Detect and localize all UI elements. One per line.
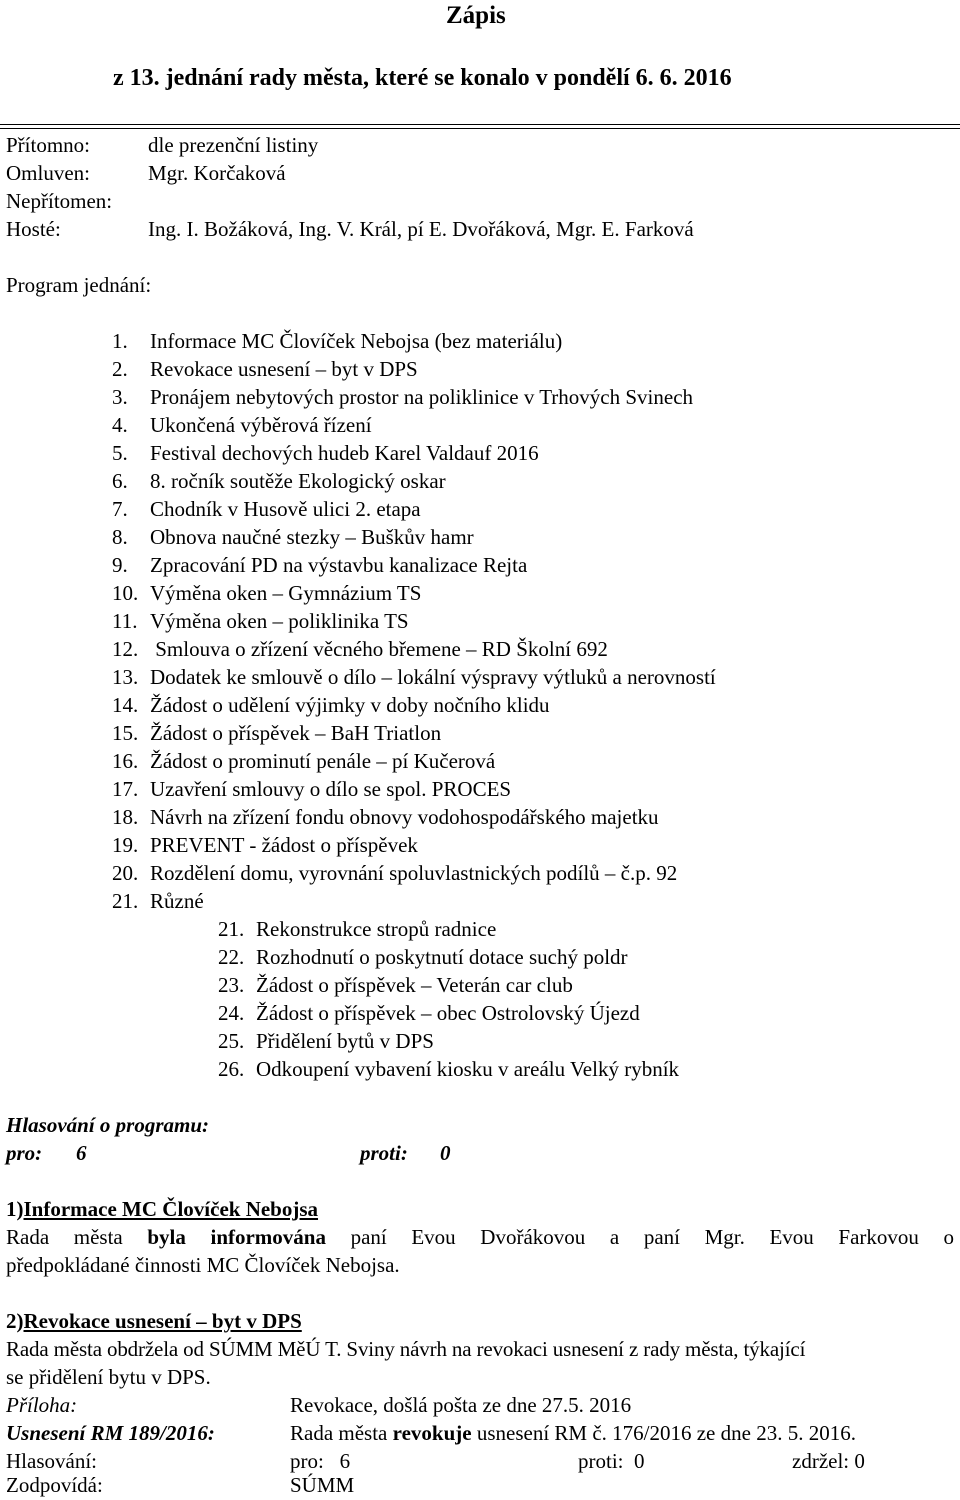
attendance-present-label: Přítomno: [6, 133, 91, 157]
responsible-value: SÚMM [290, 1473, 355, 1497]
section-2-line-2: se přidělení bytu v DPS. [6, 1365, 211, 1389]
section-2-number: 2) [6, 1309, 24, 1333]
program-item-text: PREVENT - žádost o příspěvek [150, 833, 418, 857]
program-item [112, 751, 495, 772]
program-item-text: Dodatek ke smlouvě o dílo – lokální výspravy výtluků a nerovností [150, 665, 716, 689]
resolution-text [290, 1423, 856, 1444]
word: města [73, 1225, 123, 1249]
attendance-excused-value: Mgr. Korčaková [148, 161, 286, 185]
program-item-text: Chodník v Husově ulici 2. etapa [150, 497, 421, 521]
word: paní [643, 1225, 680, 1249]
program-item-number: 8. [112, 525, 128, 549]
program-item [112, 499, 421, 520]
program-vote-pro-value: 6 [76, 1141, 87, 1165]
program-item-text: 8. ročník soutěže Ekologický oskar [150, 469, 446, 493]
document-subtitle: z 13. jednání rady města, které se konalo v pondělí 6. 6. 2016 [113, 65, 732, 91]
program-subitem-text: Rekonstrukce stropů radnice [256, 917, 497, 941]
program-item [112, 555, 527, 576]
program-item [112, 639, 608, 660]
word: Evou [769, 1225, 814, 1249]
program-subitem-text: Žádost o příspěvek – obec Ostrolovský Újezd [256, 1001, 640, 1025]
program-item [112, 695, 550, 716]
word: a [609, 1225, 620, 1249]
word: byla [147, 1225, 186, 1249]
word: Dvořákovou [480, 1225, 586, 1249]
program-item-number: 6. [112, 469, 128, 493]
attendance-guests-label: Hosté: [6, 217, 61, 241]
program-item-number: 17. [112, 777, 139, 801]
program-item-text: Informace MC Človíček Nebojsa (bez materiálu) [150, 329, 563, 353]
program-item-number: 11. [112, 609, 138, 633]
program-item-number: 13. [112, 665, 139, 689]
program-heading: Program jednání: [6, 273, 152, 297]
section-2-title: Revokace usnesení – byt v DPS [23, 1309, 302, 1333]
section-1-line-2: předpokládané činnosti MC Človíček Nebojsa. [6, 1253, 400, 1277]
section-2-heading [6, 1311, 302, 1332]
program-item-number: 5. [112, 441, 128, 465]
word: Mgr. [704, 1225, 745, 1249]
resolution-text-verb: revokuje [392, 1421, 472, 1445]
program-vote-pro-label: pro: [6, 1141, 43, 1165]
program-item-text: Výměna oken – poliklinika TS [150, 609, 409, 633]
program-item-number: 12. [112, 637, 139, 661]
attachment-label: Příloha: [6, 1393, 78, 1417]
program-item [112, 359, 418, 380]
resolution-text-post: usnesení RM č. 176/2016 ze dne 23. 5. 2016. [471, 1421, 856, 1445]
section-1-line-1 [6, 1227, 954, 1248]
program-item-number: 7. [112, 497, 128, 521]
program-item [112, 611, 409, 632]
program-item [112, 891, 204, 912]
program-item-number: 4. [112, 413, 128, 437]
responsible-label: Zodpovídá: [6, 1473, 103, 1497]
program-item [112, 835, 418, 856]
program-subitem-text: Rozhodnutí o poskytnutí dotace suchý poldr [256, 945, 628, 969]
program-item-number: 14. [112, 693, 139, 717]
program-item-text: Různé [150, 889, 204, 913]
word: Evou [411, 1225, 456, 1249]
resolution-text-pre: Rada města [290, 1421, 393, 1445]
attendance-excused-label: Omluven: [6, 161, 90, 185]
attachment-value: Revokace, došlá pošta ze dne 27.5. 2016 [290, 1393, 632, 1417]
program-item [112, 583, 421, 604]
program-item-number: 18. [112, 805, 139, 829]
program-subitem-number: 21. [218, 917, 245, 941]
voting-pro: pro: 6 [290, 1449, 351, 1473]
program-item-number: 3. [112, 385, 128, 409]
program-subitem-number: 26. [218, 1057, 245, 1081]
program-item-number: 2. [112, 357, 128, 381]
word: o [943, 1225, 955, 1249]
program-item-text: Rozdělení domu, vyrovnání spoluvlastnických podílů – č.p. 92 [150, 861, 678, 885]
program-item [112, 527, 474, 548]
program-item-number: 20. [112, 861, 139, 885]
program-item [112, 807, 659, 828]
program-vote-heading: Hlasování o programu: [6, 1113, 210, 1137]
section-1-title: Informace MC Človíček Nebojsa [23, 1197, 319, 1221]
program-item-number: 15. [112, 721, 139, 745]
header-rule-bottom [0, 128, 960, 129]
program-item [112, 331, 562, 352]
program-item-number: 10. [112, 581, 139, 605]
header-rule-top [0, 124, 960, 125]
program-item-text: Návrh na zřízení fondu obnovy vodohospodářského majetku [150, 805, 659, 829]
program-item-text: Festival dechových hudeb Karel Valdauf 2016 [150, 441, 539, 465]
word: Rada [6, 1225, 50, 1249]
program-item [112, 723, 441, 744]
program-item [112, 443, 539, 464]
program-item-text: Výměna oken – Gymnázium TS [150, 581, 422, 605]
program-item [112, 779, 511, 800]
program-subitem [218, 1031, 434, 1052]
attendance-present-value: dle prezenční listiny [148, 133, 319, 157]
program-item-text: Žádost o příspěvek – BaH Triatlon [150, 721, 442, 745]
program-item-text: Žádost o udělení výjimky v doby nočního klidu [150, 693, 550, 717]
program-item-text: Pronájem nebytových prostor na poliklinice v Trhových Svinech [150, 385, 694, 409]
program-item-text: Žádost o prominutí penále – pí Kučerová [150, 749, 496, 773]
voting-label: Hlasování: [6, 1449, 97, 1473]
program-item-text: Obnova naučné stezky – Buškův hamr [150, 525, 474, 549]
program-item-text: Smlouva o zřízení věcného břemene – RD Školní 692 [150, 637, 608, 661]
program-subitem [218, 975, 573, 996]
program-item [112, 863, 677, 884]
document-title: Zápis [446, 2, 506, 29]
program-subitem [218, 919, 496, 940]
word: paní [350, 1225, 387, 1249]
section-1-number: 1) [6, 1197, 24, 1221]
program-subitem-number: 24. [218, 1001, 245, 1025]
program-item-text: Revokace usnesení – byt v DPS [150, 357, 418, 381]
program-item-number: 1. [112, 329, 128, 353]
program-item-number: 9. [112, 553, 128, 577]
word: informována [210, 1225, 326, 1249]
attendance-absent-label: Nepřítomen: [6, 189, 113, 213]
program-vote-proti-value: 0 [440, 1141, 451, 1165]
program-item-number: 21. [112, 889, 139, 913]
program-item [112, 667, 716, 688]
program-item-number: 16. [112, 749, 139, 773]
program-item-number: 19. [112, 833, 139, 857]
resolution-label: Usnesení RM 189/2016: [6, 1421, 215, 1445]
program-subitem-text: Přidělení bytů v DPS [256, 1029, 434, 1053]
program-subitem [218, 1059, 679, 1080]
program-vote-proti-label: proti: [360, 1141, 408, 1165]
voting-proti: proti: 0 [578, 1449, 645, 1473]
program-subitem [218, 947, 628, 968]
word: Farkovou [838, 1225, 919, 1249]
program-item [112, 471, 446, 492]
program-subitem-number: 23. [218, 973, 245, 997]
program-item [112, 387, 693, 408]
program-subitem [218, 1003, 640, 1024]
program-item-text: Zpracování PD na výstavbu kanalizace Rejta [150, 553, 528, 577]
program-subitem-number: 22. [218, 945, 245, 969]
voting-abstain: zdržel: 0 [792, 1449, 865, 1473]
program-subitem-number: 25. [218, 1029, 245, 1053]
section-2-line-1: Rada města obdržela od SÚMM MěÚ T. Sviny návrh na revokaci usnesení z rady města, týkající [6, 1337, 806, 1361]
program-subitem-text: Odkoupení vybavení kiosku v areálu Velký rybník [256, 1057, 680, 1081]
program-item [112, 415, 372, 436]
section-1-heading [6, 1199, 318, 1220]
attendance-guests-value: Ing. I. Božáková, Ing. V. Král, pí E. Dvořáková, Mgr. E. Farková [148, 217, 694, 241]
program-item-text: Uzavření smlouvy o dílo se spol. PROCES [150, 777, 512, 801]
program-subitem-text: Žádost o příspěvek – Veterán car club [256, 973, 573, 997]
program-item-text: Ukončená výběrová řízení [150, 413, 372, 437]
